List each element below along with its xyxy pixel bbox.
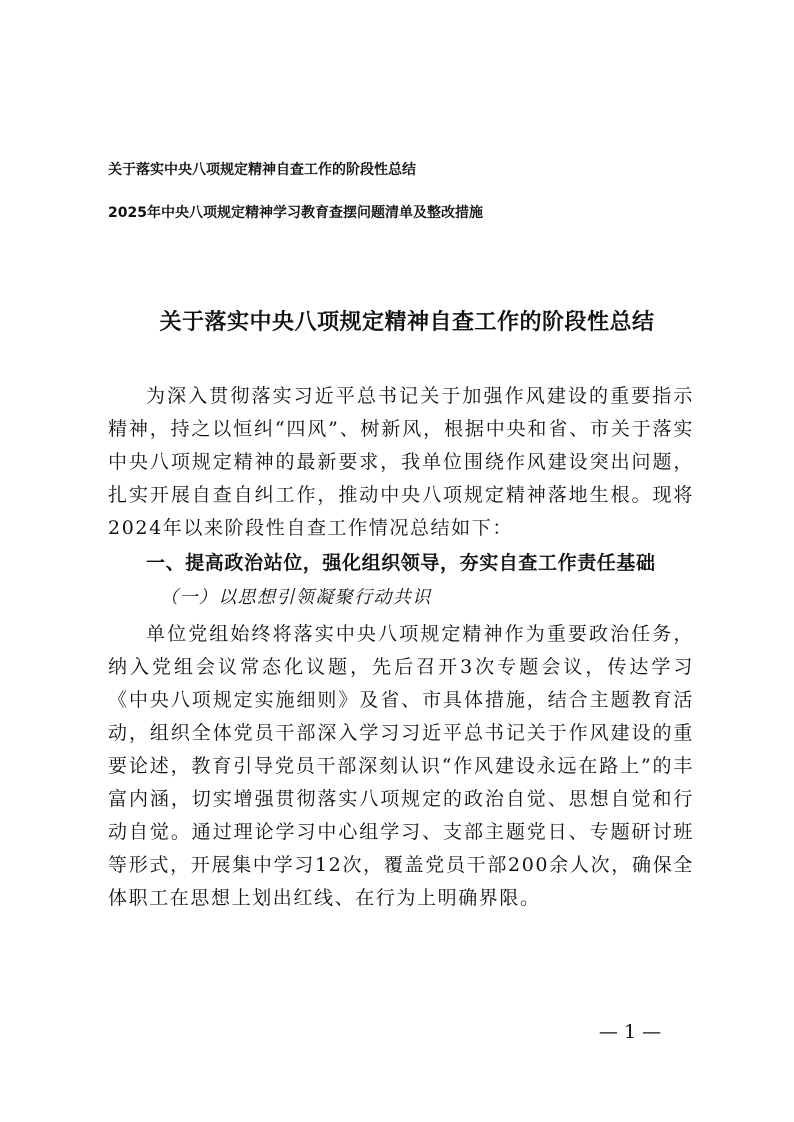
page-number: — 1 —: [598, 1021, 662, 1043]
intro-paragraph: 为深入贯彻落实习近平总书记关于加强作风建设的重要指示精神，持之以恒纠“四风”、树新风，根据中央和省、市关于落实中央八项规定精神的最新要求，我单位围绕作风建设突出问题，扎实开展自查自纠工作，推动中央八项规定精神落地生根。现将2024年以来阶段性自查工作情况总结如下：: [108, 385, 694, 539]
toc-item-summary[interactable]: 关于落实中央八项规定精神自查工作的阶段性总结: [108, 162, 416, 178]
table-of-contents: [108, 160, 708, 246]
section-heading-1: 一、提高政治站位，强化组织领导，夯实自查工作责任基础: [146, 552, 656, 574]
document-body: [108, 380, 694, 915]
document-title: 关于落实中央八项规定精神自查工作的阶段性总结: [159, 310, 655, 335]
subsection-paragraph-1: 单位党组始终将落实中央八项规定精神作为重要政治任务，纳入党组会议常态化议题，先后召开3次专题会议，传达学习《中央八项规定实施细则》及省、市具体措施，结合主题教育活动，组织全体党员干部深入学习习近平总书记关于作风建设的重要论述，教育引导党员干部深刻认识“作风建设永远在路上”的丰富内涵，切实增强贯彻落实八项规定的政治自觉、思想自觉和行动自觉。通过理论学习中心组学习、支部主题党日、专题研讨班等形式，开展集中学习12次，覆盖党员干部200余人次，确保全体职工在思想上划出红线、在行为上明确界限。: [108, 623, 694, 909]
subsection-heading-1: （一）以思想引领凝聚行动共识: [160, 587, 432, 608]
toc-item-issue-list[interactable]: 2025年中央八项规定精神学习教育查摆问题清单及整改措施: [108, 205, 483, 221]
